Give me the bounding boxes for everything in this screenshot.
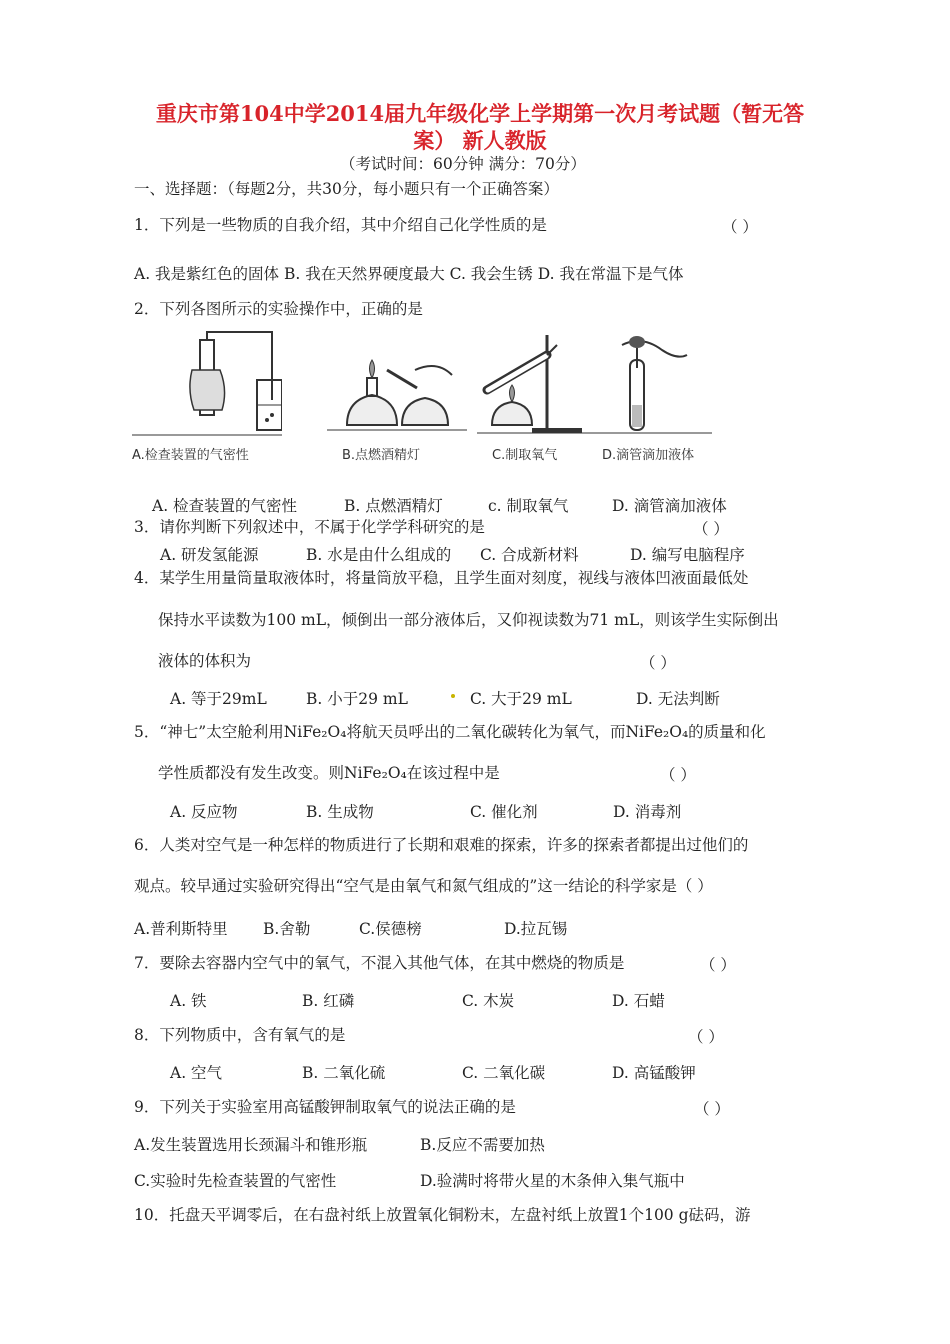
q4-option-c: C. 大于29 mL (470, 690, 572, 708)
q2-figures (132, 330, 722, 465)
q5-option-b: B. 生成物 (306, 803, 374, 821)
q3-option-a: A. 研发氢能源 (160, 546, 259, 564)
q1-answer-paren: （ ） (722, 218, 758, 236)
q9-stem: 9．下列关于实验室用高锰酸钾制取氧气的说法正确的是 (134, 1098, 516, 1116)
q4-line-1: 4．某学生用量筒量取液体时，将量筒放平稳，且学生面对刻度，视线与液体凹液面最低处 (134, 569, 749, 587)
q5-line-1: 5．“神七”太空舱利用NiFe₂O₄将航天员呼出的二氧化碳转化为氧气，而NiFe₂O₄的质量和化 (134, 723, 766, 741)
title-line-1: 重庆市第104中学2014届九年级化学上学期第一次月考试题（暂无答 (155, 101, 805, 126)
q4-option-d: D. 无法判断 (636, 690, 720, 708)
q7-answer-paren: （ ） (700, 956, 736, 974)
q6-line-2: 观点。较早通过实验研究得出“空气是由氧气和氮气组成的”这一结论的科学家是（ ） (134, 877, 713, 895)
figure-dropper (602, 330, 742, 465)
q6-option-d: D.拉瓦锡 (504, 920, 568, 938)
q8-option-c: C. 二氧化碳 (462, 1064, 546, 1082)
q4-answer-paren: （ ） (640, 654, 676, 672)
q9-option-d: D.验满时将带火星的木条伸入集气瓶中 (420, 1172, 685, 1190)
q4-option-a: A. 等于29mL (170, 690, 267, 708)
exam-info: （考试时间：60分钟 满分：70分） (340, 155, 586, 173)
q10-line-1: 10．托盘天平调零后，在右盘衬纸上放置氧化铜粉末，左盘衬纸上放置1个100 g砝码，游 (134, 1206, 751, 1224)
q7-option-d: D. 石蜡 (612, 992, 665, 1010)
figure-alcohol-lamp (327, 330, 467, 465)
stray-dot (451, 694, 455, 698)
q2-option-a: A. 检查装置的气密性 (152, 497, 298, 515)
q8-answer-paren: （ ） (688, 1028, 724, 1046)
q8-option-b: B. 二氧化硫 (302, 1064, 386, 1082)
q3-answer-paren: （ ） (693, 520, 729, 538)
q8-option-d: D. 高锰酸钾 (612, 1064, 696, 1082)
alcohol-lamp-icon (327, 330, 467, 445)
q5-line-2: 学性质都没有发生改变。则NiFe₂O₄在该过程中是 (158, 764, 500, 782)
q5-option-d: D. 消毒剂 (613, 803, 682, 821)
q6-option-c: C.侯德榜 (359, 920, 422, 938)
q6-option-b: B.舍勒 (263, 920, 311, 938)
q3-stem: 3．请你判断下列叙述中，不属于化学学科研究的是 (134, 518, 485, 536)
q7-option-a: A. 铁 (170, 992, 207, 1010)
figure-oxygen-prep (477, 330, 617, 465)
figure-d-caption: D.滴管滴加液体 (602, 448, 695, 463)
q7-option-b: B. 红磷 (302, 992, 355, 1010)
q7-stem: 7．要除去容器内空气中的氧气，不混入其他气体，在其中燃烧的物质是 (134, 954, 625, 972)
exam-title (130, 100, 830, 154)
q6-option-a: A.普利斯特里 (134, 920, 228, 938)
q9-option-a: A.发生装置选用长颈漏斗和锥形瓶 (134, 1136, 368, 1154)
figure-airtightness (132, 330, 272, 465)
q2-stem: 2．下列各图所示的实验操作中，正确的是 (134, 300, 423, 318)
title-line-2: 案） 新人教版 (413, 128, 547, 153)
oxygen-apparatus-icon (477, 330, 617, 445)
q8-stem: 8．下列物质中，含有氧气的是 (134, 1026, 346, 1044)
figure-a-caption: A.检查装置的气密性 (132, 448, 249, 463)
q3-option-c: C. 合成新材料 (480, 546, 579, 564)
q4-option-b: B. 小于29 mL (306, 690, 408, 708)
q9-option-c: C.实验时先检查装置的气密性 (134, 1172, 337, 1190)
q2-option-d: D. 滴管滴加液体 (612, 497, 727, 515)
figure-b-caption: B.点燃酒精灯 (342, 448, 421, 463)
q1-options: A. 我是紫红色的固体 B. 我在天然界硬度最大 C. 我会生锈 D. 我在常温下是气体 (134, 265, 684, 283)
figure-c-caption: C.制取氧气 (492, 448, 558, 463)
q2-option-b: B. 点燃酒精灯 (344, 497, 443, 515)
airtightness-apparatus-icon (132, 330, 282, 445)
q4-line-3: 液体的体积为 (158, 652, 252, 670)
q6-line-1: 6．人类对空气是一种怎样的物质进行了长期和艰难的探索，许多的探索者都提出过他们的 (134, 836, 749, 854)
q5-option-a: A. 反应物 (170, 803, 238, 821)
q4-line-2: 保持水平读数为100 mL，倾倒出一部分液体后，又仰视读数为71 mL，则该学生实际倒出 (158, 611, 779, 629)
q5-answer-paren: （ ） (660, 766, 696, 784)
q2-option-c: c. 制取氧气 (488, 497, 569, 515)
q9-answer-paren: （ ） (694, 1100, 730, 1118)
q5-option-c: C. 催化剂 (470, 803, 538, 821)
q8-option-a: A. 空气 (170, 1064, 223, 1082)
dropper-icon (602, 330, 712, 445)
q3-option-d: D. 编写电脑程序 (630, 546, 745, 564)
q3-option-b: B. 水是由什么组成的 (306, 546, 452, 564)
q7-option-c: C. 木炭 (462, 992, 515, 1010)
q9-option-b: B.反应不需要加热 (420, 1136, 545, 1154)
q1-stem: 1．下列是一些物质的自我介绍，其中介绍自己化学性质的是 (134, 216, 547, 234)
section-heading: 一、选择题：（每题2分，共30分，每小题只有一个正确答案） (134, 180, 559, 198)
